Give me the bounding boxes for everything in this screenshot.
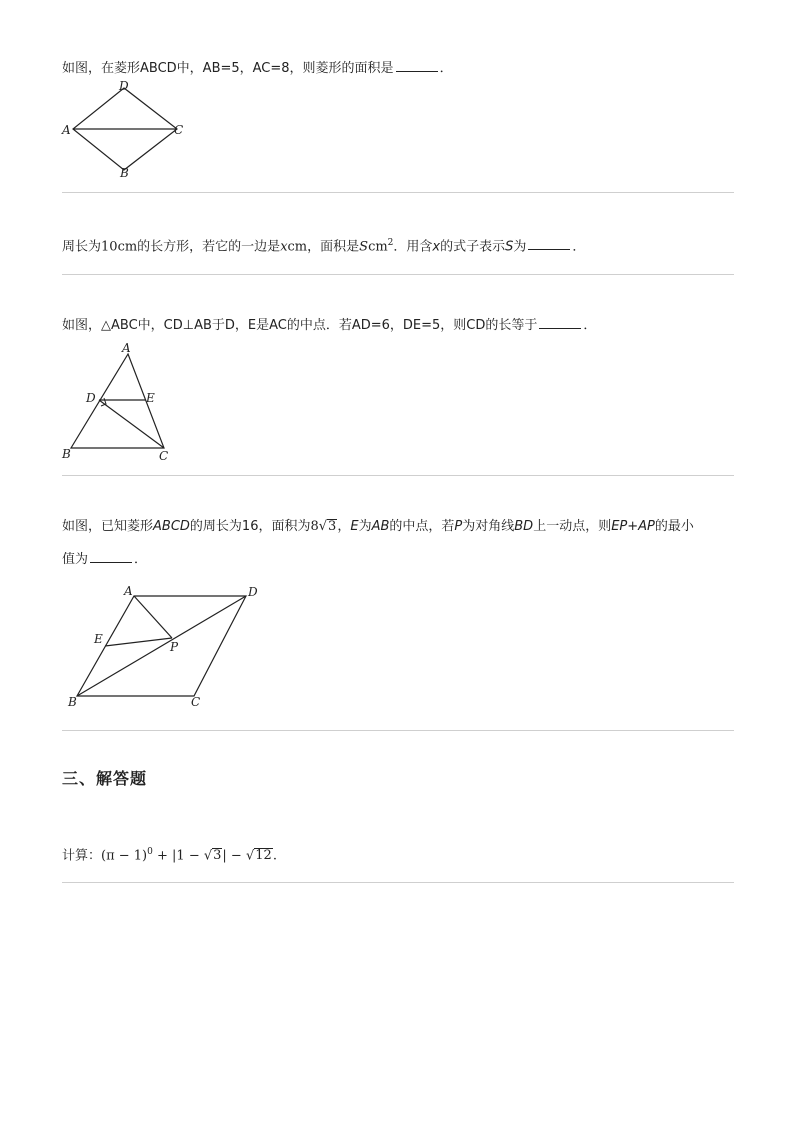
label-b: B	[120, 166, 129, 180]
q2-unit-1: cm	[117, 239, 138, 255]
q4-point-p: P	[454, 519, 463, 534]
question-1-end: ．	[439, 61, 453, 76]
segment-ep	[105, 638, 172, 646]
segment-ap	[134, 596, 172, 638]
q4-text-4: 为	[358, 519, 372, 534]
label-d: D	[248, 585, 258, 599]
q5-term-3: | −	[222, 848, 246, 864]
question-4-line-1: 如图，已知菱形ABCD的周长为16，面积为8√3，E为AB的中点，若P为对角线BD上一动点，则EP+AP的最小	[62, 519, 694, 534]
divider-5	[62, 882, 734, 883]
q4-area-radicand: 3	[328, 519, 337, 534]
q4-text-6: 为对角线	[462, 519, 515, 534]
label-c: C	[159, 449, 169, 463]
q4-text-2: 的周长为16，面积为	[189, 519, 311, 534]
question-3	[62, 317, 596, 334]
divider-3	[62, 475, 734, 476]
answer-blank-1[interactable]	[396, 60, 438, 72]
question-2-end: ．	[572, 239, 586, 255]
q4-text-1: 如图，已知菱形	[62, 519, 154, 534]
q2-text-5: 的式子表示	[440, 239, 506, 255]
label-b: B	[62, 447, 71, 461]
q2-text-1: 周长为	[62, 239, 102, 255]
q5-exponent: 0	[147, 847, 153, 857]
q4-expression: EP+AP	[611, 519, 655, 534]
q2-var-x2: x	[432, 239, 441, 255]
q2-perimeter-value: 10	[101, 239, 118, 255]
q2-text-3: ，面积是	[307, 239, 360, 255]
q5-term-1: (π − 1)	[101, 848, 148, 864]
q2-unit-2: cm	[287, 239, 308, 255]
label-b: B	[68, 695, 77, 709]
q2-text-2: 的长方形，若它的一边是	[137, 239, 281, 255]
q4-segment-bd: BD	[514, 519, 534, 534]
q4-text-8: 的最小	[654, 519, 694, 534]
question-4-line-2	[62, 551, 147, 568]
q5-end: .	[272, 848, 277, 864]
answer-blank-4[interactable]	[90, 551, 132, 563]
triangle-figure-3	[58, 340, 188, 465]
q4-rhombus-name: ABCD	[153, 519, 190, 534]
label-d: D	[119, 79, 129, 93]
q2-var-s: S	[359, 239, 369, 255]
label-e: E	[146, 391, 155, 405]
label-a: A	[124, 584, 133, 598]
rhombus-figure-4	[60, 580, 270, 712]
q2-text-6: 为	[513, 239, 527, 255]
question-4-end: ．	[134, 552, 148, 567]
q2-unit-3: cm	[368, 239, 388, 255]
q5-label: 计算：	[62, 848, 102, 864]
q4-text-9: 值为	[62, 552, 89, 567]
question-5: 计算：$(\pi - 1)^0 + |1 - √3| - √12$.	[62, 847, 277, 864]
q2-var-s2: S	[505, 239, 514, 255]
question-2	[62, 235, 585, 255]
label-a: A	[62, 123, 71, 137]
q4-segment-ab: AB	[371, 519, 390, 534]
question-3-end: ．	[583, 318, 597, 333]
label-c: C	[191, 695, 201, 709]
q5-radicand-3: 3	[213, 848, 222, 864]
answer-blank-3[interactable]	[539, 317, 581, 329]
divider-1	[62, 192, 734, 193]
label-p: P	[170, 640, 179, 654]
q4-point-e: E	[350, 519, 359, 534]
label-c: C	[174, 123, 184, 137]
q2-var-x: x	[280, 239, 288, 255]
label-e: E	[94, 632, 103, 646]
label-d: D	[86, 391, 96, 405]
q2-exponent: 2	[387, 238, 394, 248]
question-1-text: 如图，在菱形ABCD中，AB=5，AC=8，则菱形的面积是	[62, 61, 394, 76]
divider-2	[62, 274, 734, 275]
divider-4	[62, 730, 734, 731]
q5-term-2: + |1 −	[152, 848, 204, 864]
q4-text-3: ，	[337, 519, 351, 534]
q4-text-7: 上一动点，则	[533, 519, 612, 534]
answer-blank-2[interactable]	[528, 238, 570, 250]
q4-area-coeff: 8	[310, 519, 319, 534]
rhombus-figure-1	[60, 78, 190, 180]
q5-radicand-12: 12	[255, 848, 272, 864]
question-1	[62, 60, 453, 77]
q2-text-4: ．用含	[393, 239, 433, 255]
q4-text-5: 的中点，若	[389, 519, 455, 534]
section-title: 三、解答题	[62, 769, 148, 788]
label-a: A	[122, 341, 131, 355]
question-3-text: 如图，△ABC中，CD⊥AB于D，E是AC的中点．若AD=6，DE=5，则CD的长等于	[62, 318, 538, 333]
